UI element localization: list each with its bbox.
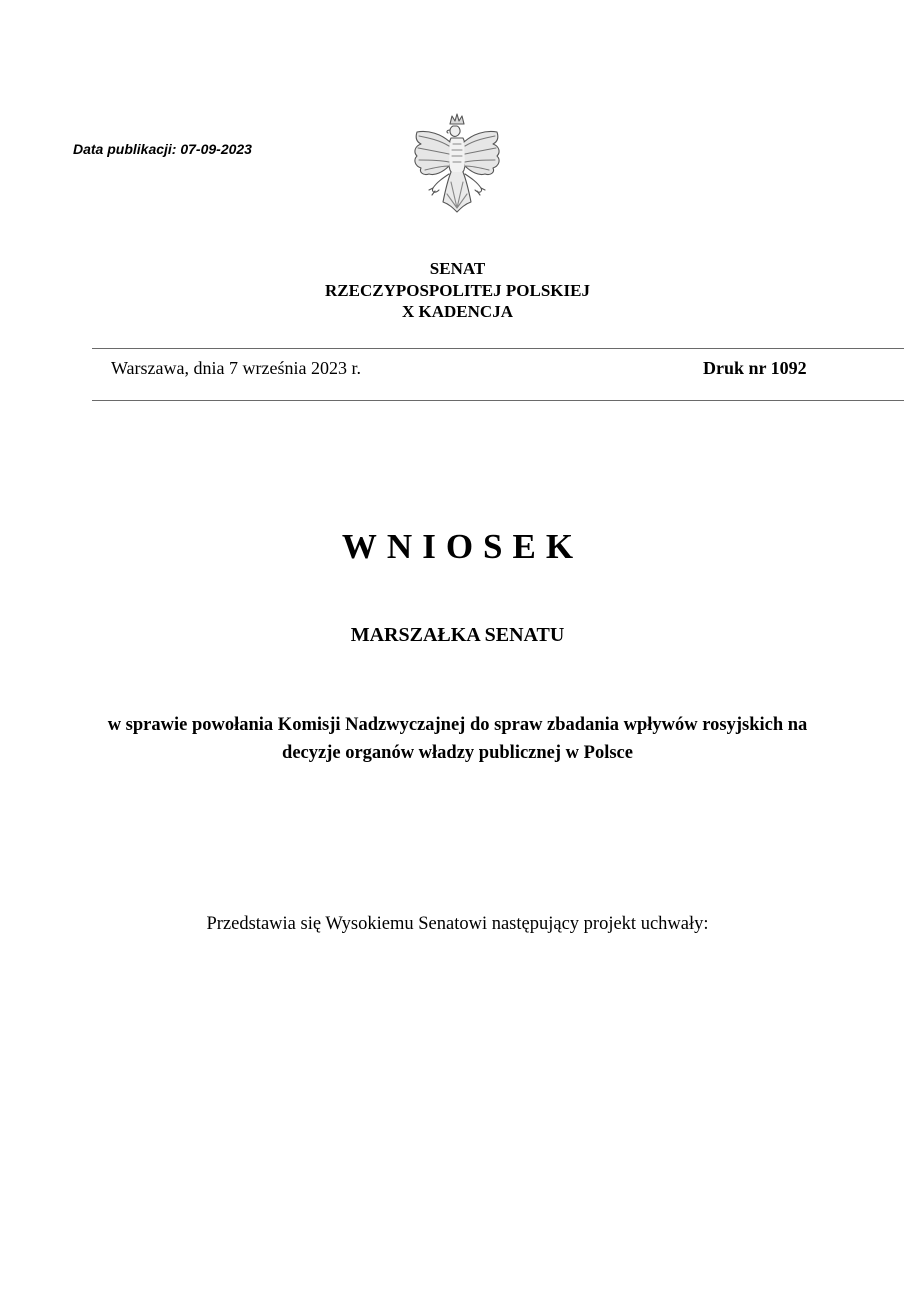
document-issuer: MARSZAŁKA SENATU <box>350 624 565 646</box>
header-line-republic: RZECZYPOSPOLITEJ POLSKIEJ <box>325 280 590 300</box>
header-line-term: X KADENCJA <box>402 302 513 321</box>
eagle-emblem-icon <box>405 112 509 220</box>
bottom-divider <box>92 400 904 401</box>
document-subject <box>100 711 815 767</box>
publication-date: Data publikacji: 07-09-2023 <box>73 141 252 157</box>
place-and-date: Warszawa, dnia 7 września 2023 r. <box>111 358 361 378</box>
document-type-title: WNIOSEK <box>341 527 584 566</box>
subject-line-2: decyzje organów władzy publicznej w Polsce <box>282 743 633 763</box>
top-divider <box>92 348 904 349</box>
senate-header <box>0 258 915 323</box>
print-number: Druk nr 1092 <box>703 358 807 378</box>
subject-line-1: w sprawie powołania Komisji Nadzwyczajnej do spraw zbadania wpływów rosyjskich na <box>107 715 808 735</box>
header-line-senat: SENAT <box>429 259 486 278</box>
intro-paragraph: Przedstawia się Wysokiemu Senatowi następujący projekt uchwały: <box>206 914 709 934</box>
